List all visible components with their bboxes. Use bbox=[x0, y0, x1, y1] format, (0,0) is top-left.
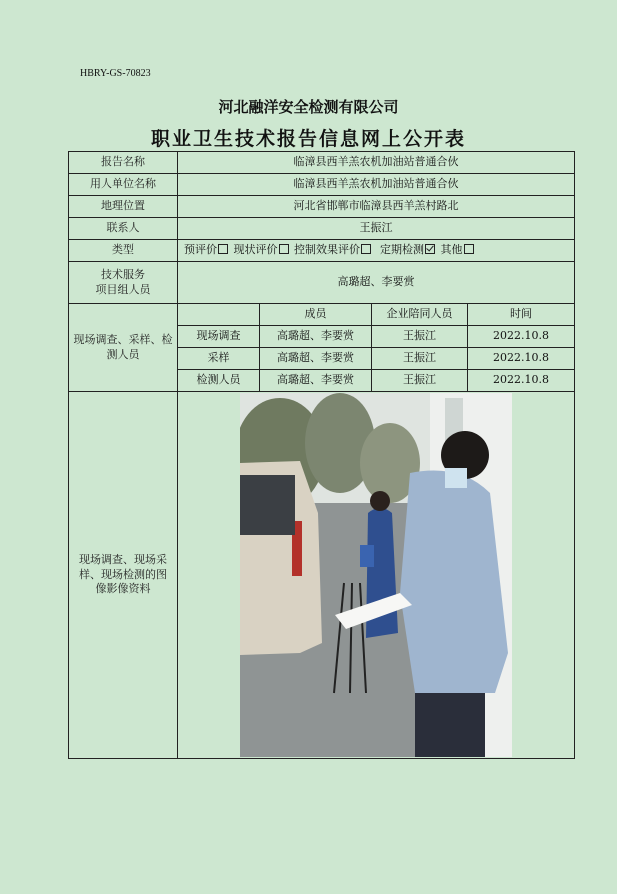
survey-members: 高璐超、李要赏 bbox=[260, 370, 372, 392]
contact-label: 联系人 bbox=[69, 218, 178, 240]
survey-escort: 王振江 bbox=[372, 370, 468, 392]
disclosure-table bbox=[68, 151, 575, 759]
survey-header-members: 成员 bbox=[260, 304, 372, 326]
survey-header-escort: 企业陪同人员 bbox=[372, 304, 468, 326]
page-title: 职业卫生技术报告信息网上公开表 bbox=[150, 128, 466, 150]
employer-label: 用人单位名称 bbox=[69, 174, 178, 196]
survey-members: 高璐超、李要赏 bbox=[260, 348, 372, 370]
company-name: 河北融洋安全检测有限公司 bbox=[218, 98, 399, 116]
site-photo bbox=[240, 393, 512, 757]
survey-date: 2022.10.8 bbox=[468, 370, 575, 392]
report-name-label: 报告名称 bbox=[69, 152, 178, 174]
survey-header-date: 时间 bbox=[468, 304, 575, 326]
location-label: 地理位置 bbox=[69, 196, 178, 218]
survey-escort: 王振江 bbox=[372, 326, 468, 348]
survey-escort: 王振江 bbox=[372, 348, 468, 370]
checkbox-icon bbox=[464, 244, 474, 254]
survey-date: 2022.10.8 bbox=[468, 326, 575, 348]
photo-mask bbox=[445, 468, 467, 488]
photo-car-window bbox=[240, 475, 295, 535]
survey-header-row bbox=[69, 304, 575, 326]
row-type bbox=[69, 240, 575, 262]
checkbox-checked-icon bbox=[425, 244, 435, 254]
type-option-periodic-test: 定期检测 bbox=[380, 243, 437, 256]
row-contact bbox=[69, 218, 575, 240]
team-value: 高璐超、李要赏 bbox=[178, 262, 575, 304]
report-name-value: 临漳县西羊羔农机加油站普通合伙 bbox=[178, 152, 575, 174]
photo-technician-legs bbox=[415, 693, 485, 757]
survey-task: 检测人员 bbox=[178, 370, 260, 392]
type-option-status-assessment: 现状评价 bbox=[234, 243, 291, 256]
location-value: 河北省邯郸市临漳县西羊羔村路北 bbox=[178, 196, 575, 218]
photo-sampler bbox=[360, 545, 374, 567]
row-employer bbox=[69, 174, 575, 196]
row-images bbox=[69, 392, 575, 759]
site-photo-cell bbox=[178, 392, 575, 759]
type-option-control-effect: 控制效果评价 bbox=[294, 243, 373, 256]
contact-value: 王振江 bbox=[178, 218, 575, 240]
employer-value: 临漳县西羊羔农机加油站普通合伙 bbox=[178, 174, 575, 196]
row-location bbox=[69, 196, 575, 218]
type-label: 类型 bbox=[69, 240, 178, 262]
type-options bbox=[178, 240, 575, 262]
survey-task: 现场调查 bbox=[178, 326, 260, 348]
survey-members: 高璐超、李要赏 bbox=[260, 326, 372, 348]
document-code: HBRY-GS-70823 bbox=[80, 68, 151, 79]
checkbox-icon bbox=[218, 244, 228, 254]
checkbox-icon bbox=[361, 244, 371, 254]
type-option-pre-assessment: 预评价 bbox=[184, 243, 230, 256]
survey-header-blank bbox=[178, 304, 260, 326]
survey-label: 现场调查、采样、检测人员 bbox=[69, 304, 178, 392]
photo-attendant-head bbox=[370, 491, 390, 511]
row-report-name bbox=[69, 152, 575, 174]
survey-task: 采样 bbox=[178, 348, 260, 370]
row-team bbox=[69, 262, 575, 304]
type-option-other: 其他 bbox=[441, 243, 476, 256]
checkbox-icon bbox=[279, 244, 289, 254]
team-label: 技术服务 项目组人员 bbox=[69, 262, 178, 304]
survey-date: 2022.10.8 bbox=[468, 348, 575, 370]
images-label: 现场调查、现场采样、现场检测的图像影像资料 bbox=[69, 392, 178, 759]
